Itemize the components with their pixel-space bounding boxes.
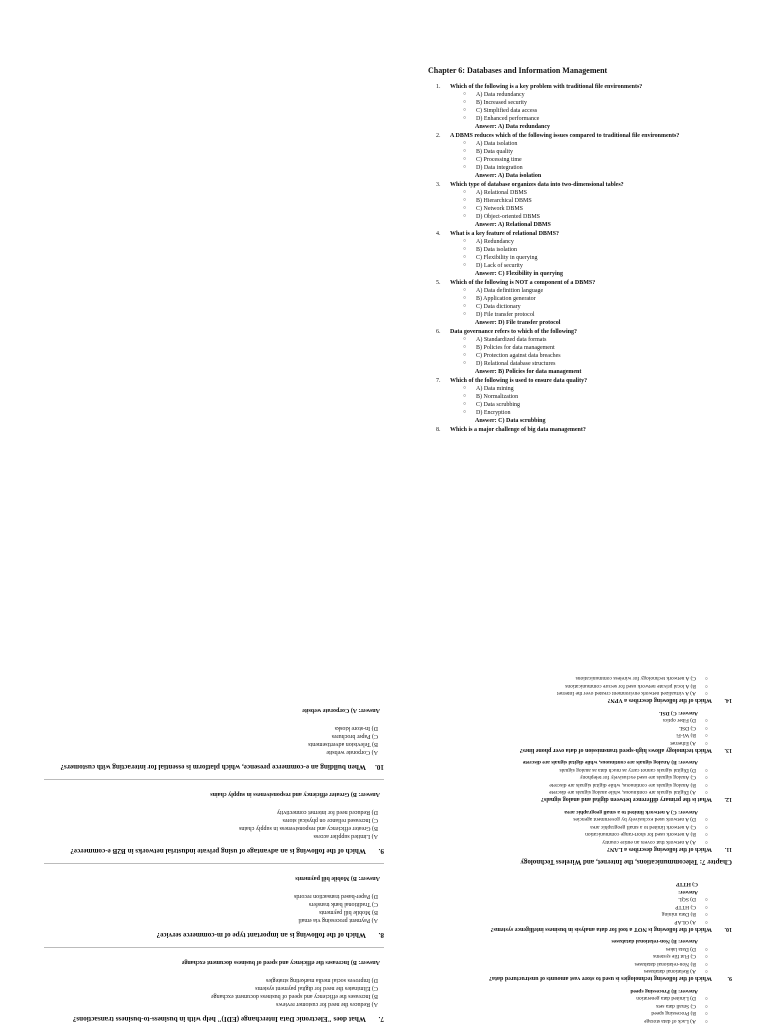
option-item: ○ C) Simplified data access (428, 107, 728, 115)
question-number: 5. (436, 280, 441, 286)
chapter-6-title: Chapter 6: Databases and Information Management (428, 66, 608, 75)
option-item: ○ D) Object-oriented DBMS (428, 213, 728, 221)
option-item: ○ B) Increased security (428, 99, 728, 107)
question-item (428, 426, 728, 434)
answer-text: C) HTTP (675, 881, 698, 888)
question-text: 8. Which is a major challenge of big data management? (436, 427, 586, 433)
question-block (44, 874, 384, 939)
question-number: 4. (436, 231, 441, 237)
option-item: A) Corporate website (326, 749, 378, 755)
option-item: ○ B) Policies for data management (428, 344, 728, 352)
question-text: 8. Which of the following is an important type of m-commerce service? (156, 931, 384, 939)
question-number: 14. (724, 697, 732, 704)
option-item: A) Reduces the need for customer reviews (276, 1001, 378, 1007)
option-item: C) Traditional bank transfers (308, 901, 378, 907)
question-block (44, 958, 384, 1023)
option-list (44, 724, 384, 756)
q8-continued-options (432, 994, 732, 1024)
question-12-block (432, 758, 732, 804)
option-item: B) Television advertisements (308, 741, 378, 747)
option-item: ○ B) Data isolation (428, 246, 728, 254)
question-text: 7. Which of the following is used to ensure data quality? (436, 378, 588, 384)
question-item (428, 328, 728, 376)
option-item: C) Eliminates the need for digital payment systems (255, 985, 378, 991)
question-text: 5. Which of the following is NOT a component of a DBMS? (436, 280, 596, 286)
option-item: ○ C) HTTP (432, 903, 732, 911)
question-number: 2. (436, 133, 441, 139)
option-item: ○ A) A virtualized network environment created over the Internet (432, 689, 732, 697)
option-item: ○ A) Relational databases (432, 967, 732, 975)
question-number: 11. (724, 846, 732, 852)
question-number: 7. (436, 378, 441, 384)
option-item: D) Reduced need for internet connectivity (276, 809, 378, 815)
answer-text: Answer: B) Analog signals are continuous, while digital signals are discrete (522, 759, 698, 766)
question-text: 9. Which of the following technologies is used to store vast amounts of unstructured data? (489, 975, 732, 982)
question-text: 3. Which type of database organizes data into two-dimensional tables? (436, 182, 624, 188)
question-11-block (432, 808, 732, 854)
question-text: 1. Which of the following is a key problem with traditional file environments? (436, 84, 643, 90)
question-number: 6. (436, 329, 441, 335)
question-number: 9. (378, 847, 384, 855)
option-item: ○ B) Analog signals are continuous, while digital signals are discrete (432, 781, 732, 789)
answer-text: Answer: B) Non-relational databases (611, 938, 698, 945)
question-text: 12. What is the primary difference between digital and analog signals? (540, 796, 732, 803)
answer-text: Answer: A) Data isolation (475, 173, 542, 179)
option-item: ○ A) Lack of data storage (432, 1017, 732, 1025)
question-number: 9. (727, 975, 732, 982)
chapter-7-title: Chapter 7: Telecommunications, the Internet, and Wireless Technology (520, 858, 732, 866)
option-item: ○ C) Analog signals are used exclusively for telephony (432, 773, 732, 781)
question-text: 4. What is a key feature of relational DBMS? (436, 231, 559, 237)
option-item: B) Mobile bill payments (319, 909, 378, 915)
question-text: 11. Which of the following describes a LAN? (607, 846, 732, 852)
question-item (428, 83, 728, 131)
question-number: 8. (378, 931, 384, 939)
option-list (428, 91, 728, 123)
option-list (44, 892, 384, 924)
option-list (428, 385, 728, 417)
question-text: 10. When building an e-commerce presence, which platform is essential for interacting with customers? (60, 763, 384, 771)
question-10-block (432, 880, 732, 933)
option-item: ○ B) Application generator (428, 295, 728, 303)
chapter-7-panel (432, 612, 732, 1024)
option-item: ○ A) A network that covers an entire country (432, 838, 732, 846)
option-item: ○ D) Data lakes (432, 945, 732, 953)
section-divider (44, 863, 384, 864)
option-item: ○ A) Data isolation (428, 140, 728, 148)
option-item: ○ D) Fiber optics (432, 716, 732, 724)
option-item: D) In-store kiosks (334, 725, 378, 731)
option-item: ○ A) Data redundancy (428, 91, 728, 99)
option-item: ○ D) Enhanced performance (428, 115, 728, 123)
question-number: 7. (378, 1015, 384, 1023)
option-item: ○ B) Data quality (428, 148, 728, 156)
option-item: ○ A) Redundancy (428, 238, 728, 246)
option-list (428, 287, 728, 319)
option-list (428, 238, 728, 270)
option-item: ○ B) Normalization (428, 393, 728, 401)
option-item: ○ D) Data integration (428, 164, 728, 172)
answer-label: Answer: (678, 889, 698, 895)
option-item: ○ A) Relational DBMS (428, 189, 728, 197)
option-item: ○ A) Data definition language (428, 287, 728, 295)
option-item: ○ A) Digital signals are continuous, while analog signals are discrete (432, 788, 732, 796)
option-item: ○ C) Processing time (428, 156, 728, 164)
option-item: ○ C) Small data sets (432, 1002, 732, 1010)
option-item: ○ C) Flexibility in querying (428, 254, 728, 262)
ecommerce-question-list (44, 706, 384, 1023)
question-block (44, 706, 384, 771)
question-13-block (432, 709, 732, 755)
option-item: A) Payment processing via email (298, 917, 378, 923)
option-item: ○ D) Lack of security (428, 262, 728, 270)
option-item: ○ D) File transfer protocol (428, 311, 728, 319)
question-text: 9. Which of the following is an advantage of using private industrial networks in B2B e-commerce? (70, 847, 384, 855)
option-item: ○ B) Non-relational databases (432, 960, 732, 968)
option-item: ○ C) A network limited to a small geographic area (432, 823, 732, 831)
answer-text: Answer: B) Greater efficiency and responsiveness in supply chains (210, 791, 380, 797)
question-item (428, 132, 728, 180)
option-item: ○ B) A local private network used for secure communications (432, 682, 732, 690)
question-item (428, 181, 728, 229)
option-item: ○ B) Hierarchical DBMS (428, 197, 728, 205)
answer-text: Answer: C) Flexibility in querying (475, 271, 563, 277)
question-number: 13. (724, 747, 732, 753)
option-item: ○ B) Wi-Fi (432, 731, 732, 739)
option-item: C) Increased reliance on physical stores (282, 817, 378, 823)
question-14-block (432, 674, 732, 705)
answer-text: Answer: B) Increases the efficiency and speed of business document exchange (181, 959, 380, 965)
answer-text: Answer: C) DSL (658, 710, 698, 716)
question-item (428, 377, 728, 425)
question-number: 8. (436, 427, 441, 433)
option-item: ○ C) Network DBMS (428, 205, 728, 213)
option-item: ○ D) A network used exclusively by government agencies (432, 815, 732, 823)
answer-text: Answer: C) A network limited to a small geographic area (564, 809, 698, 815)
answer-text: Answer: C) Data scrubbing (475, 418, 546, 424)
option-list (44, 808, 384, 840)
option-item: A) Limited supplier access (313, 833, 378, 839)
question-number: 1. (436, 84, 441, 90)
chapter-6-panel (428, 66, 728, 434)
option-item: ○ D) Digital signals cannot carry as much data as analog signals (432, 766, 732, 774)
question-text: 13. Which technology allows high-speed transmission of data over phone lines? (519, 747, 732, 753)
option-list (44, 976, 384, 1008)
answer-text: Answer: A) Corporate website (302, 707, 380, 713)
answer-text: Answer: D) File transfer protocol (475, 320, 561, 326)
option-item: ○ D) SQL (432, 895, 732, 903)
option-list (428, 336, 728, 368)
section-divider (44, 947, 384, 948)
question-text: 2. A DBMS reduces which of the following issues compared to traditional file environments? (436, 133, 680, 139)
option-item: ○ B) A network used for short-range communication (432, 830, 732, 838)
option-item: ○ D) Encryption (428, 409, 728, 417)
question-number: 3. (436, 182, 441, 188)
answer-text: Answer: B) Policies for data management (475, 369, 582, 375)
option-item: ○ C) Data scrubbing (428, 401, 728, 409)
option-item: ○ C) A network technology for wireless communications (432, 674, 732, 682)
q8-answer: Answer: B) Processing speed (630, 988, 698, 994)
option-list (428, 189, 728, 221)
question-9-block (432, 937, 732, 983)
answer-text: Answer: A) Relational DBMS (475, 222, 551, 228)
option-item: D) Paper-based transaction records (293, 893, 378, 899)
question-block (44, 790, 384, 855)
option-list (428, 140, 728, 172)
question-item (428, 230, 728, 278)
question-number: 12. (724, 796, 732, 803)
option-item: ○ B) Data mining (432, 910, 732, 918)
option-item: ○ A) Data mining (428, 385, 728, 393)
option-item: ○ D) Relational database structures (428, 360, 728, 368)
answer-text: Answer: A) Data redundancy (475, 124, 551, 130)
option-item: C) Paper brochures (331, 733, 378, 739)
option-item: B) Increases the efficiency and speed of business document exchange (211, 993, 378, 999)
option-item: ○ C) Data dictionary (428, 303, 728, 311)
option-item: ○ C) DSL (432, 724, 732, 732)
option-item: ○ D) Limited data generation (432, 994, 732, 1002)
option-item: ○ B) Processing speed (432, 1009, 732, 1017)
section-divider (44, 779, 384, 780)
question-text: 7. What does "Electronic Data Interchange (EDI)" help with in business-to-business transactions? (72, 1015, 384, 1023)
chapter-6-question-list (428, 83, 728, 434)
option-item: D) Improves social media marketing strategies (265, 977, 378, 983)
option-item: ○ A) Ethernet (432, 739, 732, 747)
option-item: B) Greater efficiency and responsiveness in supply chains (238, 825, 378, 831)
option-item: ○ C) Flat file systems (432, 952, 732, 960)
question-number: 10. (375, 763, 384, 771)
option-item: ○ A) OLAP (432, 918, 732, 926)
question-item (428, 279, 728, 327)
question-text: 14. Which of the following describes a VPN? (607, 697, 732, 704)
answer-text: Answer: B) Mobile bill payments (295, 875, 380, 881)
question-text: 6. Data governance refers to which of the following? (436, 329, 578, 335)
question-number: 10. (724, 926, 732, 932)
option-item: ○ A) Standardized data formats (428, 336, 728, 344)
question-text: 10. Which of the following is NOT a tool for data analysis in business intelligence systems? (490, 926, 732, 932)
ecommerce-panel (44, 621, 384, 1025)
option-item: ○ C) Protection against data breaches (428, 352, 728, 360)
